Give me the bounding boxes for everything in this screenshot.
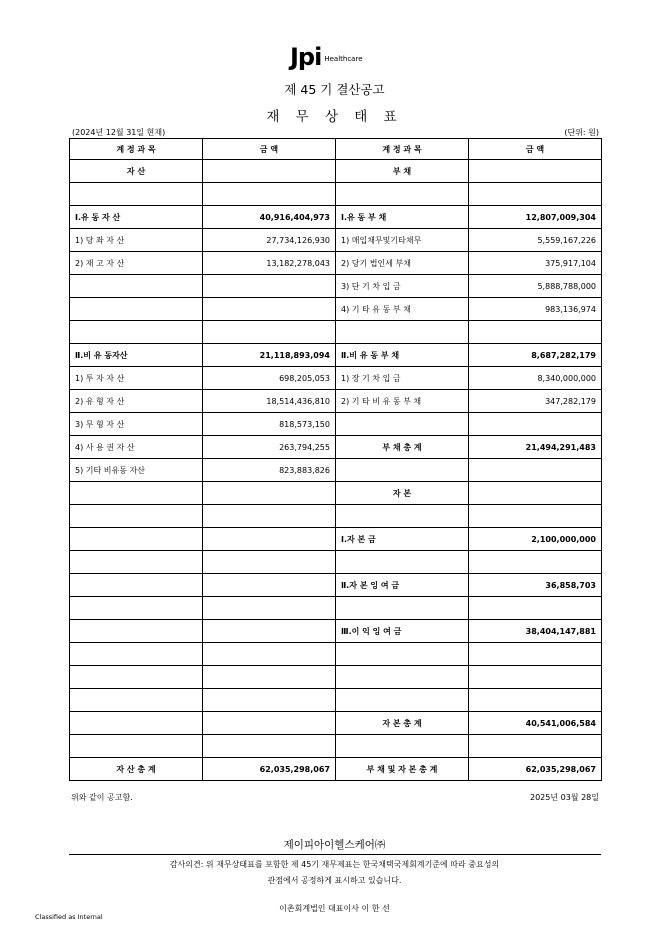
right-amount-cell: 21,494,291,483: [469, 436, 602, 459]
right-account-cell: [336, 735, 469, 758]
left-amount-cell: [203, 643, 336, 666]
left-account-cell: [70, 505, 203, 528]
right-account-cell: 부 채 총 계: [336, 436, 469, 459]
period-title: 제 45 기 결산공고: [284, 82, 385, 97]
left-amount-cell: 698,205,053: [203, 367, 336, 390]
right-amount-cell: [469, 505, 602, 528]
table-row: [70, 574, 602, 597]
left-account-cell: [70, 597, 203, 620]
left-account-cell: 2) 유 형 자 산: [70, 390, 203, 413]
left-amount-cell: 823,883,826: [203, 459, 336, 482]
table-row: [70, 666, 602, 689]
table-row: [70, 712, 602, 735]
right-amount-cell: [469, 735, 602, 758]
company-name: 제이피아이헬스케어㈜: [283, 839, 386, 851]
right-amount-cell: 5,888,788,000: [469, 275, 602, 298]
table-row: [70, 551, 602, 574]
left-amount-cell: 818,573,150: [203, 413, 336, 436]
right-account-cell: 3) 단 기 차 입 금: [336, 275, 469, 298]
left-amount-cell: 21,118,893,094: [203, 344, 336, 367]
auditor-signature: 이촌회계법인 대표이사 이 한 선: [279, 904, 390, 913]
left-amount-cell: [203, 505, 336, 528]
table-row: [70, 528, 602, 551]
right-account-cell: 4) 기 타 유 동 부 채: [336, 298, 469, 321]
logo-subtitle: Healthcare: [324, 55, 363, 63]
left-account-cell: [70, 551, 203, 574]
right-account-cell: 부 채 및 자 본 총 계: [336, 758, 469, 781]
right-account-cell: Ⅱ.비 유 동 부 채: [336, 344, 469, 367]
company-logo: [290, 44, 363, 70]
right-amount-cell: 347,282,179: [469, 390, 602, 413]
left-account-cell: Ⅱ.비 유 동자산: [70, 344, 203, 367]
right-account-cell: [336, 321, 469, 344]
left-account-cell: 5) 기타 비유동 자산: [70, 459, 203, 482]
right-account-cell: 자 본: [336, 482, 469, 505]
left-account-cell: [70, 574, 203, 597]
right-amount-cell: 5,559,167,226: [469, 229, 602, 252]
right-amount-cell: 375,917,104: [469, 252, 602, 275]
left-amount-cell: [203, 620, 336, 643]
left-amount-cell: 18,514,436,810: [203, 390, 336, 413]
table-row: [70, 459, 602, 482]
table-row: [70, 735, 602, 758]
left-amount-cell: 263,794,255: [203, 436, 336, 459]
table-row: [70, 298, 602, 321]
left-account-cell: [70, 643, 203, 666]
right-amount-cell: [469, 551, 602, 574]
left-amount-cell: 62,035,298,067: [203, 758, 336, 781]
right-amount-cell: 8,340,000,000: [469, 367, 602, 390]
right-account-cell: [336, 459, 469, 482]
header-row: [70, 139, 602, 160]
left-account-cell: 자 산 총 계: [70, 758, 203, 781]
right-amount-cell: 40,541,006,584: [469, 712, 602, 735]
logo-mark: Jpi: [290, 43, 322, 71]
audit-opinion: [0, 857, 669, 889]
left-account-cell: [70, 712, 203, 735]
right-account-cell: [336, 413, 469, 436]
left-account-cell: [70, 735, 203, 758]
left-amount-cell: 27,734,126,930: [203, 229, 336, 252]
right-amount-cell: [469, 643, 602, 666]
left-account-cell: 1) 투 자 자 산: [70, 367, 203, 390]
table-row: [70, 206, 602, 229]
left-amount-cell: [203, 689, 336, 712]
left-amount-cell: [203, 712, 336, 735]
table-row: [70, 413, 602, 436]
left-account-cell: [70, 298, 203, 321]
publish-date: 2025년 03월 28일: [530, 793, 599, 802]
right-amount-cell: [469, 160, 602, 183]
right-amount-cell: 2,100,000,000: [469, 528, 602, 551]
left-account-cell: [70, 183, 203, 206]
left-account-cell: [70, 666, 203, 689]
left-account-cell: Ⅰ.유 동 자 산: [70, 206, 203, 229]
left-amount-cell: [203, 482, 336, 505]
right-amount-cell: 983,136,974: [469, 298, 602, 321]
right-account-cell: 자 본 총 계: [336, 712, 469, 735]
left-amount-cell: [203, 528, 336, 551]
table-row: [70, 597, 602, 620]
header-right-account: 계 정 과 목: [336, 139, 469, 160]
right-account-cell: 2) 기 타 비 유 동 부 채: [336, 390, 469, 413]
left-amount-cell: 40,916,404,973: [203, 206, 336, 229]
left-amount-cell: 13,182,278,043: [203, 252, 336, 275]
left-amount-cell: [203, 298, 336, 321]
table-row: [70, 620, 602, 643]
left-amount-cell: [203, 666, 336, 689]
balance-sheet-table: [69, 138, 602, 781]
left-amount-cell: [203, 275, 336, 298]
left-amount-cell: [203, 574, 336, 597]
left-amount-cell: [203, 551, 336, 574]
table-row: [70, 160, 602, 183]
left-account-cell: 1) 당 좌 자 산: [70, 229, 203, 252]
table-row: [70, 344, 602, 367]
table-row: [70, 482, 602, 505]
right-account-cell: 1) 장 기 차 입 금: [336, 367, 469, 390]
table-row: [70, 367, 602, 390]
table-row: [70, 229, 602, 252]
table-row: [70, 183, 602, 206]
right-account-cell: [336, 183, 469, 206]
right-amount-cell: [469, 689, 602, 712]
table-row: [70, 436, 602, 459]
right-account-cell: Ⅰ.유 동 부 채: [336, 206, 469, 229]
right-amount-cell: 36,858,703: [469, 574, 602, 597]
table-row: [70, 758, 602, 781]
right-amount-cell: [469, 459, 602, 482]
left-account-cell: 2) 재 고 자 산: [70, 252, 203, 275]
divider: [69, 854, 601, 855]
audit-opinion-line1: 감사의견: 위 재무상태표를 포함한 제 45기 재무제표는 한국채택국제회계기준에 따라 중요성의: [169, 860, 500, 869]
table-row: [70, 689, 602, 712]
unit-label: (단위: 원): [564, 128, 599, 137]
header-left-amount: 금 액: [203, 139, 336, 160]
right-account-cell: [336, 551, 469, 574]
left-account-cell: [70, 620, 203, 643]
right-amount-cell: 12,807,009,304: [469, 206, 602, 229]
left-amount-cell: [203, 160, 336, 183]
right-amount-cell: [469, 666, 602, 689]
right-amount-cell: [469, 413, 602, 436]
left-account-cell: [70, 689, 203, 712]
left-account-cell: [70, 275, 203, 298]
right-account-cell: [336, 689, 469, 712]
statement-title: 재 무 상 태 표: [266, 109, 403, 125]
right-account-cell: 2) 당기 법인세 부채: [336, 252, 469, 275]
right-account-cell: Ⅰ.자 본 금: [336, 528, 469, 551]
table-row: [70, 252, 602, 275]
right-account-cell: Ⅲ.이 익 잉 여 금: [336, 620, 469, 643]
classification-label: Classified as Internal: [35, 913, 103, 921]
table-row: [70, 275, 602, 298]
right-amount-cell: [469, 597, 602, 620]
right-amount-cell: [469, 321, 602, 344]
right-amount-cell: [469, 482, 602, 505]
left-amount-cell: [203, 183, 336, 206]
left-account-cell: 3) 무 형 자 산: [70, 413, 203, 436]
header-right-amount: 금 액: [469, 139, 602, 160]
as-of-date: (2024년 12월 31일 현재): [72, 128, 166, 137]
announcement-note: 위와 같이 공고함.: [71, 793, 133, 802]
left-account-cell: [70, 528, 203, 551]
left-account-cell: 4) 사 용 권 자 산: [70, 436, 203, 459]
audit-opinion-line2: 관점에서 공정하게 표시하고 있습니다.: [267, 876, 402, 885]
right-account-cell: 1) 매입채무및기타채무: [336, 229, 469, 252]
left-account-cell: [70, 321, 203, 344]
left-amount-cell: [203, 597, 336, 620]
table-row: [70, 643, 602, 666]
table-row: [70, 505, 602, 528]
left-account-cell: 자 산: [70, 160, 203, 183]
right-account-cell: Ⅱ.자 본 잉 여 금: [336, 574, 469, 597]
table-row: [70, 390, 602, 413]
right-amount-cell: [469, 183, 602, 206]
right-amount-cell: 8,687,282,179: [469, 344, 602, 367]
table-row: [70, 321, 602, 344]
right-account-cell: [336, 505, 469, 528]
right-account-cell: [336, 666, 469, 689]
left-amount-cell: [203, 321, 336, 344]
left-account-cell: [70, 482, 203, 505]
right-amount-cell: 38,404,147,881: [469, 620, 602, 643]
right-account-cell: [336, 597, 469, 620]
right-amount-cell: 62,035,298,067: [469, 758, 602, 781]
right-account-cell: 부 채: [336, 160, 469, 183]
right-account-cell: [336, 643, 469, 666]
left-amount-cell: [203, 735, 336, 758]
header-left-account: 계 정 과 목: [70, 139, 203, 160]
